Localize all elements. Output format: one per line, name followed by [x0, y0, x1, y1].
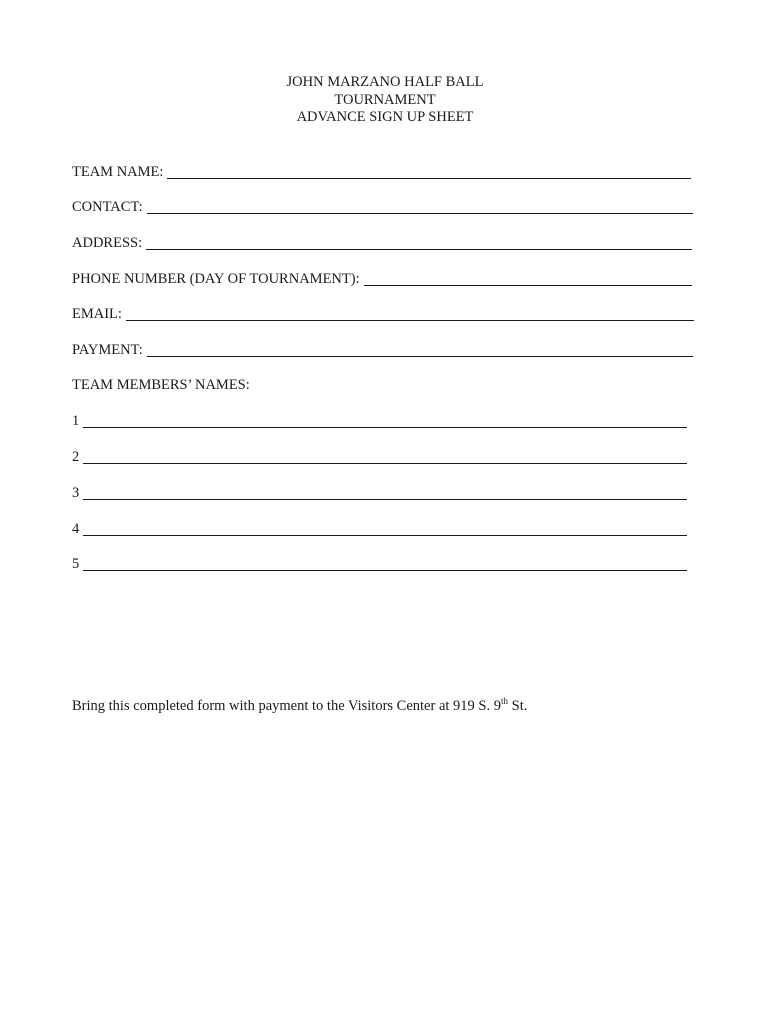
footer-instructions: [72, 698, 527, 715]
payment-blank[interactable]: [147, 355, 693, 357]
member-blank[interactable]: [83, 534, 687, 536]
title-line-1: JOHN MARZANO HALF BALL: [286, 74, 484, 90]
phone-field[interactable]: [72, 271, 692, 288]
address-field[interactable]: [72, 235, 692, 252]
phone-label: PHONE NUMBER (DAY OF TOURNAMENT):: [72, 271, 360, 287]
member-number: 5: [72, 556, 80, 572]
member-number: 1: [72, 413, 80, 429]
payment-label: PAYMENT:: [72, 342, 143, 358]
member-row-5[interactable]: [72, 556, 687, 573]
member-number: 3: [72, 485, 80, 501]
team-name-field[interactable]: [72, 164, 691, 181]
email-label: EMAIL:: [72, 306, 122, 322]
footer-text-end: St.: [508, 698, 528, 714]
team-members-heading: [72, 377, 250, 394]
member-row-4[interactable]: [72, 521, 687, 538]
member-blank[interactable]: [83, 498, 687, 500]
member-number: 4: [72, 521, 80, 537]
contact-field[interactable]: [72, 199, 693, 216]
email-field[interactable]: [72, 306, 694, 323]
contact-blank[interactable]: [147, 212, 693, 214]
member-blank[interactable]: [83, 426, 687, 428]
footer-superscript: th: [500, 696, 508, 706]
member-blank[interactable]: [83, 462, 687, 464]
form-title: [0, 74, 770, 127]
payment-field[interactable]: [72, 342, 693, 359]
contact-label: CONTACT:: [72, 199, 143, 215]
member-blank[interactable]: [83, 569, 687, 571]
member-row-3[interactable]: [72, 485, 687, 502]
team-name-label: TEAM NAME:: [72, 164, 164, 180]
phone-blank[interactable]: [364, 284, 692, 286]
title-line-2: TOURNAMENT: [334, 91, 436, 108]
address-blank[interactable]: [146, 248, 692, 250]
member-row-2[interactable]: [72, 449, 687, 466]
address-label: ADDRESS:: [72, 235, 143, 251]
footer-text: Bring this completed form with payment to the Visitors Center at 919 S. 9: [72, 698, 501, 714]
team-members-label: TEAM MEMBERS’ NAMES:: [72, 377, 250, 393]
member-number: 2: [72, 449, 80, 465]
member-row-1[interactable]: [72, 413, 687, 430]
title-line-3: ADVANCE SIGN UP SHEET: [296, 109, 474, 125]
email-blank[interactable]: [126, 319, 694, 321]
team-name-blank[interactable]: [167, 177, 691, 179]
